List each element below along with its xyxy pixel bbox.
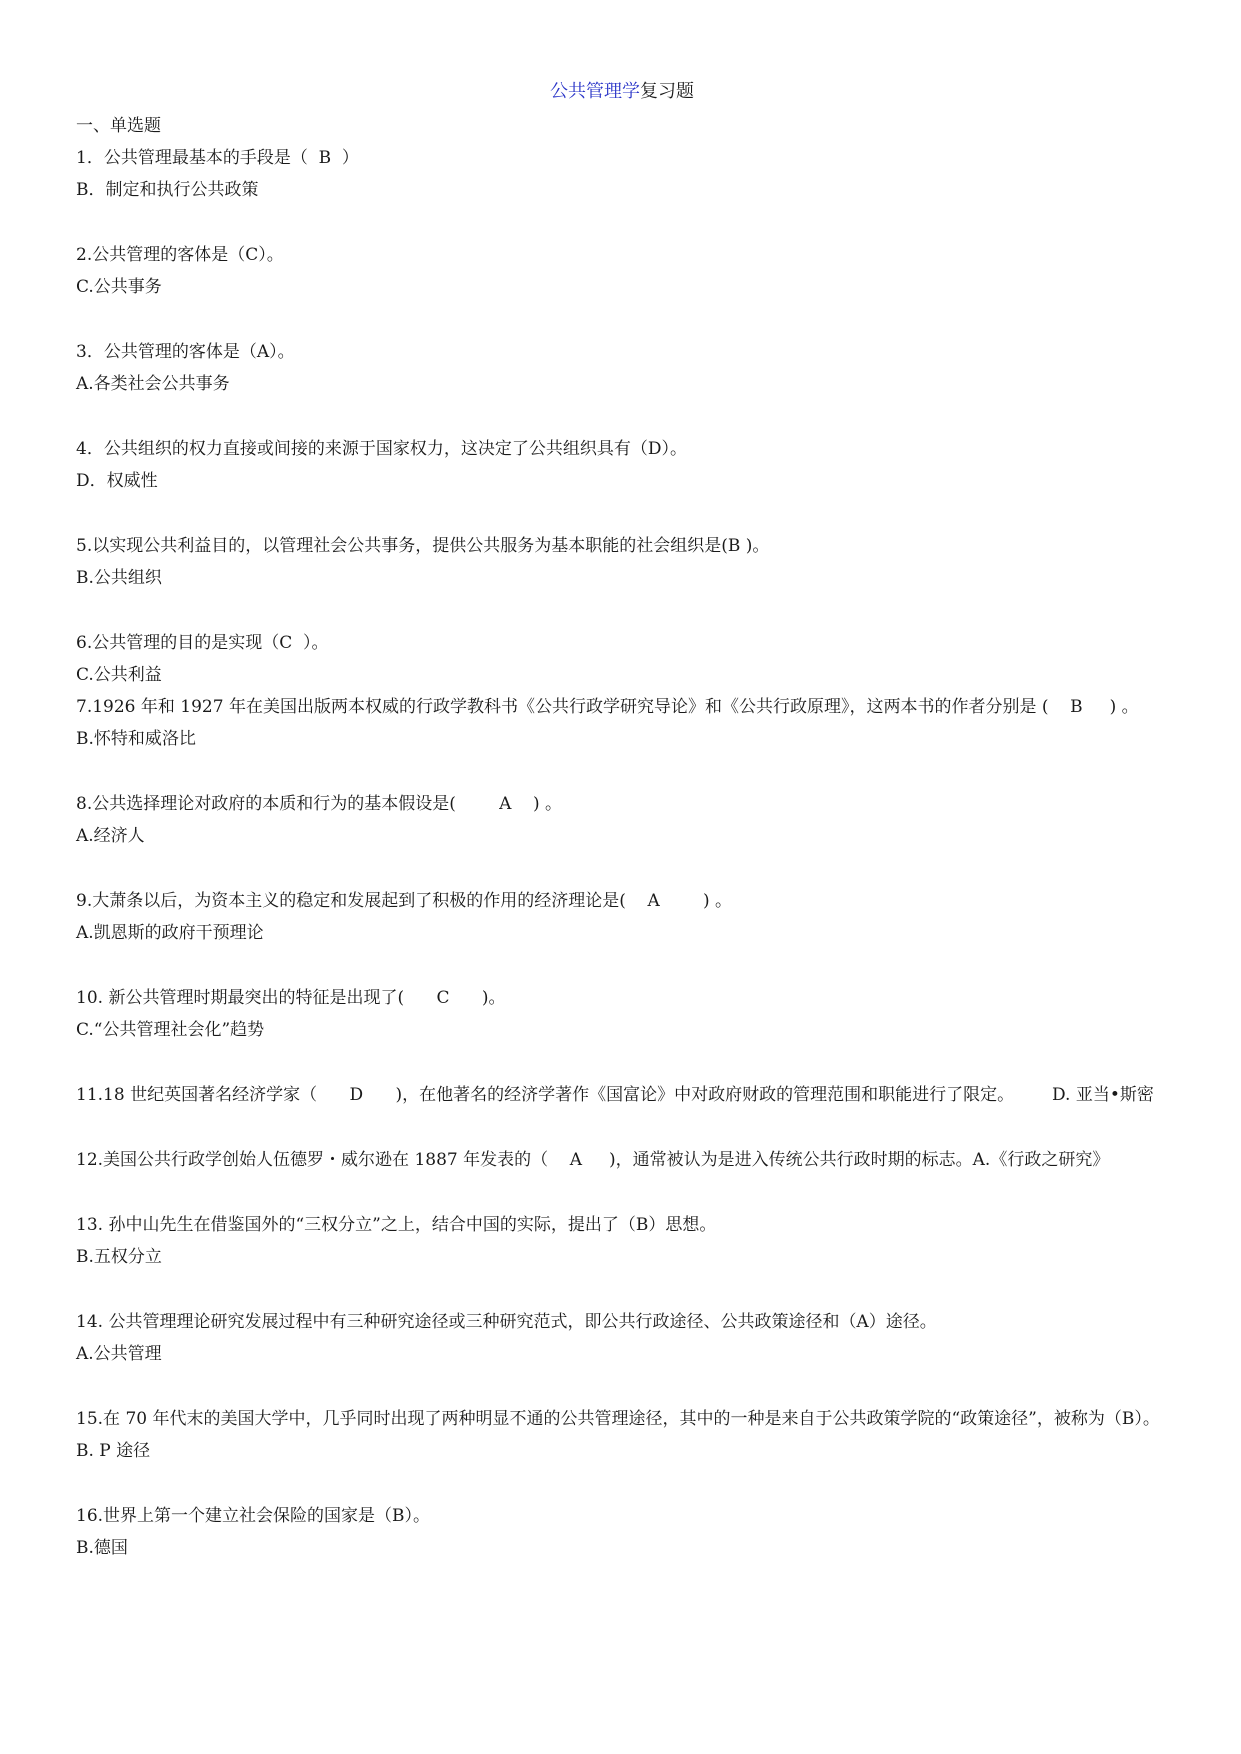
answer-text: B. P 途径 <box>76 1441 151 1461</box>
question-text: 12.美国公共行政学创始人伍德罗・威尔逊在 1887 年发表的（ A )，通常被认为是进入传统公共行政时期的标志。A.《行政之研究》 <box>76 1150 1110 1170</box>
blank-line <box>76 594 1168 627</box>
question-item <box>76 788 1168 852</box>
question-text: 7.1926 年和 1927 年在美国出版两本权威的行政学教科书《公共行政学研究导论》和《公共行政原理》，这两本书的作者分别是 ( B ) 。 <box>76 697 1139 717</box>
question-item <box>76 336 1168 400</box>
blank-line <box>76 755 1168 788</box>
answer-text: B.公共组织 <box>76 568 162 588</box>
blank-line <box>76 949 1168 982</box>
question-text: 5.以实现公共利益目的，以管理社会公共事务，提供公共服务为基本职能的社会组织是(B )。 <box>76 536 770 556</box>
question-item <box>76 982 1168 1046</box>
question-text: 8.公共选择理论对政府的本质和行为的基本假设是( A ) 。 <box>76 794 563 814</box>
question-item <box>76 142 1168 206</box>
question-text: 2.公共管理的客体是（C）。 <box>76 245 284 265</box>
question-text: 11.18 世纪英国著名经济学家（ D )，在他著名的经济学著作《国富论》中对政府财政的管理范围和职能进行了限定。 D. 亚当•斯密 <box>76 1085 1154 1105</box>
question-text: 1．公共管理最基本的手段是（ B ） <box>76 148 359 168</box>
question-item <box>76 885 1168 949</box>
blank-line <box>76 400 1168 433</box>
blank-line <box>76 303 1168 336</box>
answer-text: C.公共利益 <box>76 665 162 685</box>
answer-text: C.公共事务 <box>76 277 162 297</box>
blank-line <box>76 1370 1168 1403</box>
question-text: 9.大萧条以后，为资本主义的稳定和发展起到了积极的作用的经济理论是( A ) 。 <box>76 891 733 911</box>
question-text: 13. 孙中山先生在借鉴国外的“三权分立”之上，结合中国的实际，提出了（B）思想。 <box>76 1215 717 1235</box>
document-title <box>76 78 1168 106</box>
blank-line <box>76 852 1168 885</box>
answer-text: B.五权分立 <box>76 1247 162 1267</box>
blank-line <box>76 1046 1168 1079</box>
question-item <box>76 1306 1168 1370</box>
question-text: 16.世界上第一个建立社会保险的国家是（B）。 <box>76 1506 431 1526</box>
question-text: 15.在 70 年代末的美国大学中，几乎同时出现了两种明显不通的公共管理途径，其中的一种是来自于公共政策学院的“政策途径”，被称为（B）。 <box>76 1409 1160 1429</box>
question-item <box>76 433 1168 497</box>
question-item <box>76 627 1168 691</box>
answer-text: A.各类社会公共事务 <box>76 374 230 394</box>
answer-text: A.凯恩斯的政府干预理论 <box>76 923 264 943</box>
answer-text: B.怀特和威洛比 <box>76 729 196 749</box>
question-item <box>76 1079 1168 1111</box>
question-item <box>76 239 1168 303</box>
section-heading: 一、单选题 <box>76 116 161 136</box>
question-list <box>76 142 1168 1564</box>
question-item <box>76 1144 1168 1176</box>
answer-text: A.公共管理 <box>76 1344 162 1364</box>
question-text: 4．公共组织的权力直接或间接的来源于国家权力，这决定了公共组织具有（D）。 <box>76 439 687 459</box>
blank-line <box>76 1176 1168 1209</box>
question-item <box>76 1209 1168 1273</box>
question-item <box>76 691 1168 755</box>
blank-line <box>76 1467 1168 1500</box>
blank-line <box>76 1273 1168 1306</box>
title-link-part: 公共管理学 <box>550 81 640 102</box>
question-item <box>76 1500 1168 1564</box>
answer-text: A.经济人 <box>76 826 145 846</box>
question-text: 3．公共管理的客体是（A）。 <box>76 342 295 362</box>
document-page <box>76 78 1168 1564</box>
question-item <box>76 530 1168 594</box>
answer-text: B．制定和执行公共政策 <box>76 180 259 200</box>
blank-line <box>76 206 1168 239</box>
blank-line <box>76 497 1168 530</box>
blank-line <box>76 1111 1168 1144</box>
question-text: 14. 公共管理理论研究发展过程中有三种研究途径或三种研究范式，即公共行政途径、公共政策途径和（A）途径。 <box>76 1312 937 1332</box>
answer-text: B.德国 <box>76 1538 128 1558</box>
question-text: 10. 新公共管理时期最突出的特征是出现了( C )。 <box>76 988 506 1008</box>
title-rest: 复习题 <box>640 81 694 102</box>
answer-text: C.“公共管理社会化”趋势 <box>76 1020 265 1040</box>
question-item <box>76 1403 1168 1467</box>
question-text: 6.公共管理的目的是实现（C ）。 <box>76 633 329 653</box>
answer-text: D．权威性 <box>76 471 158 491</box>
